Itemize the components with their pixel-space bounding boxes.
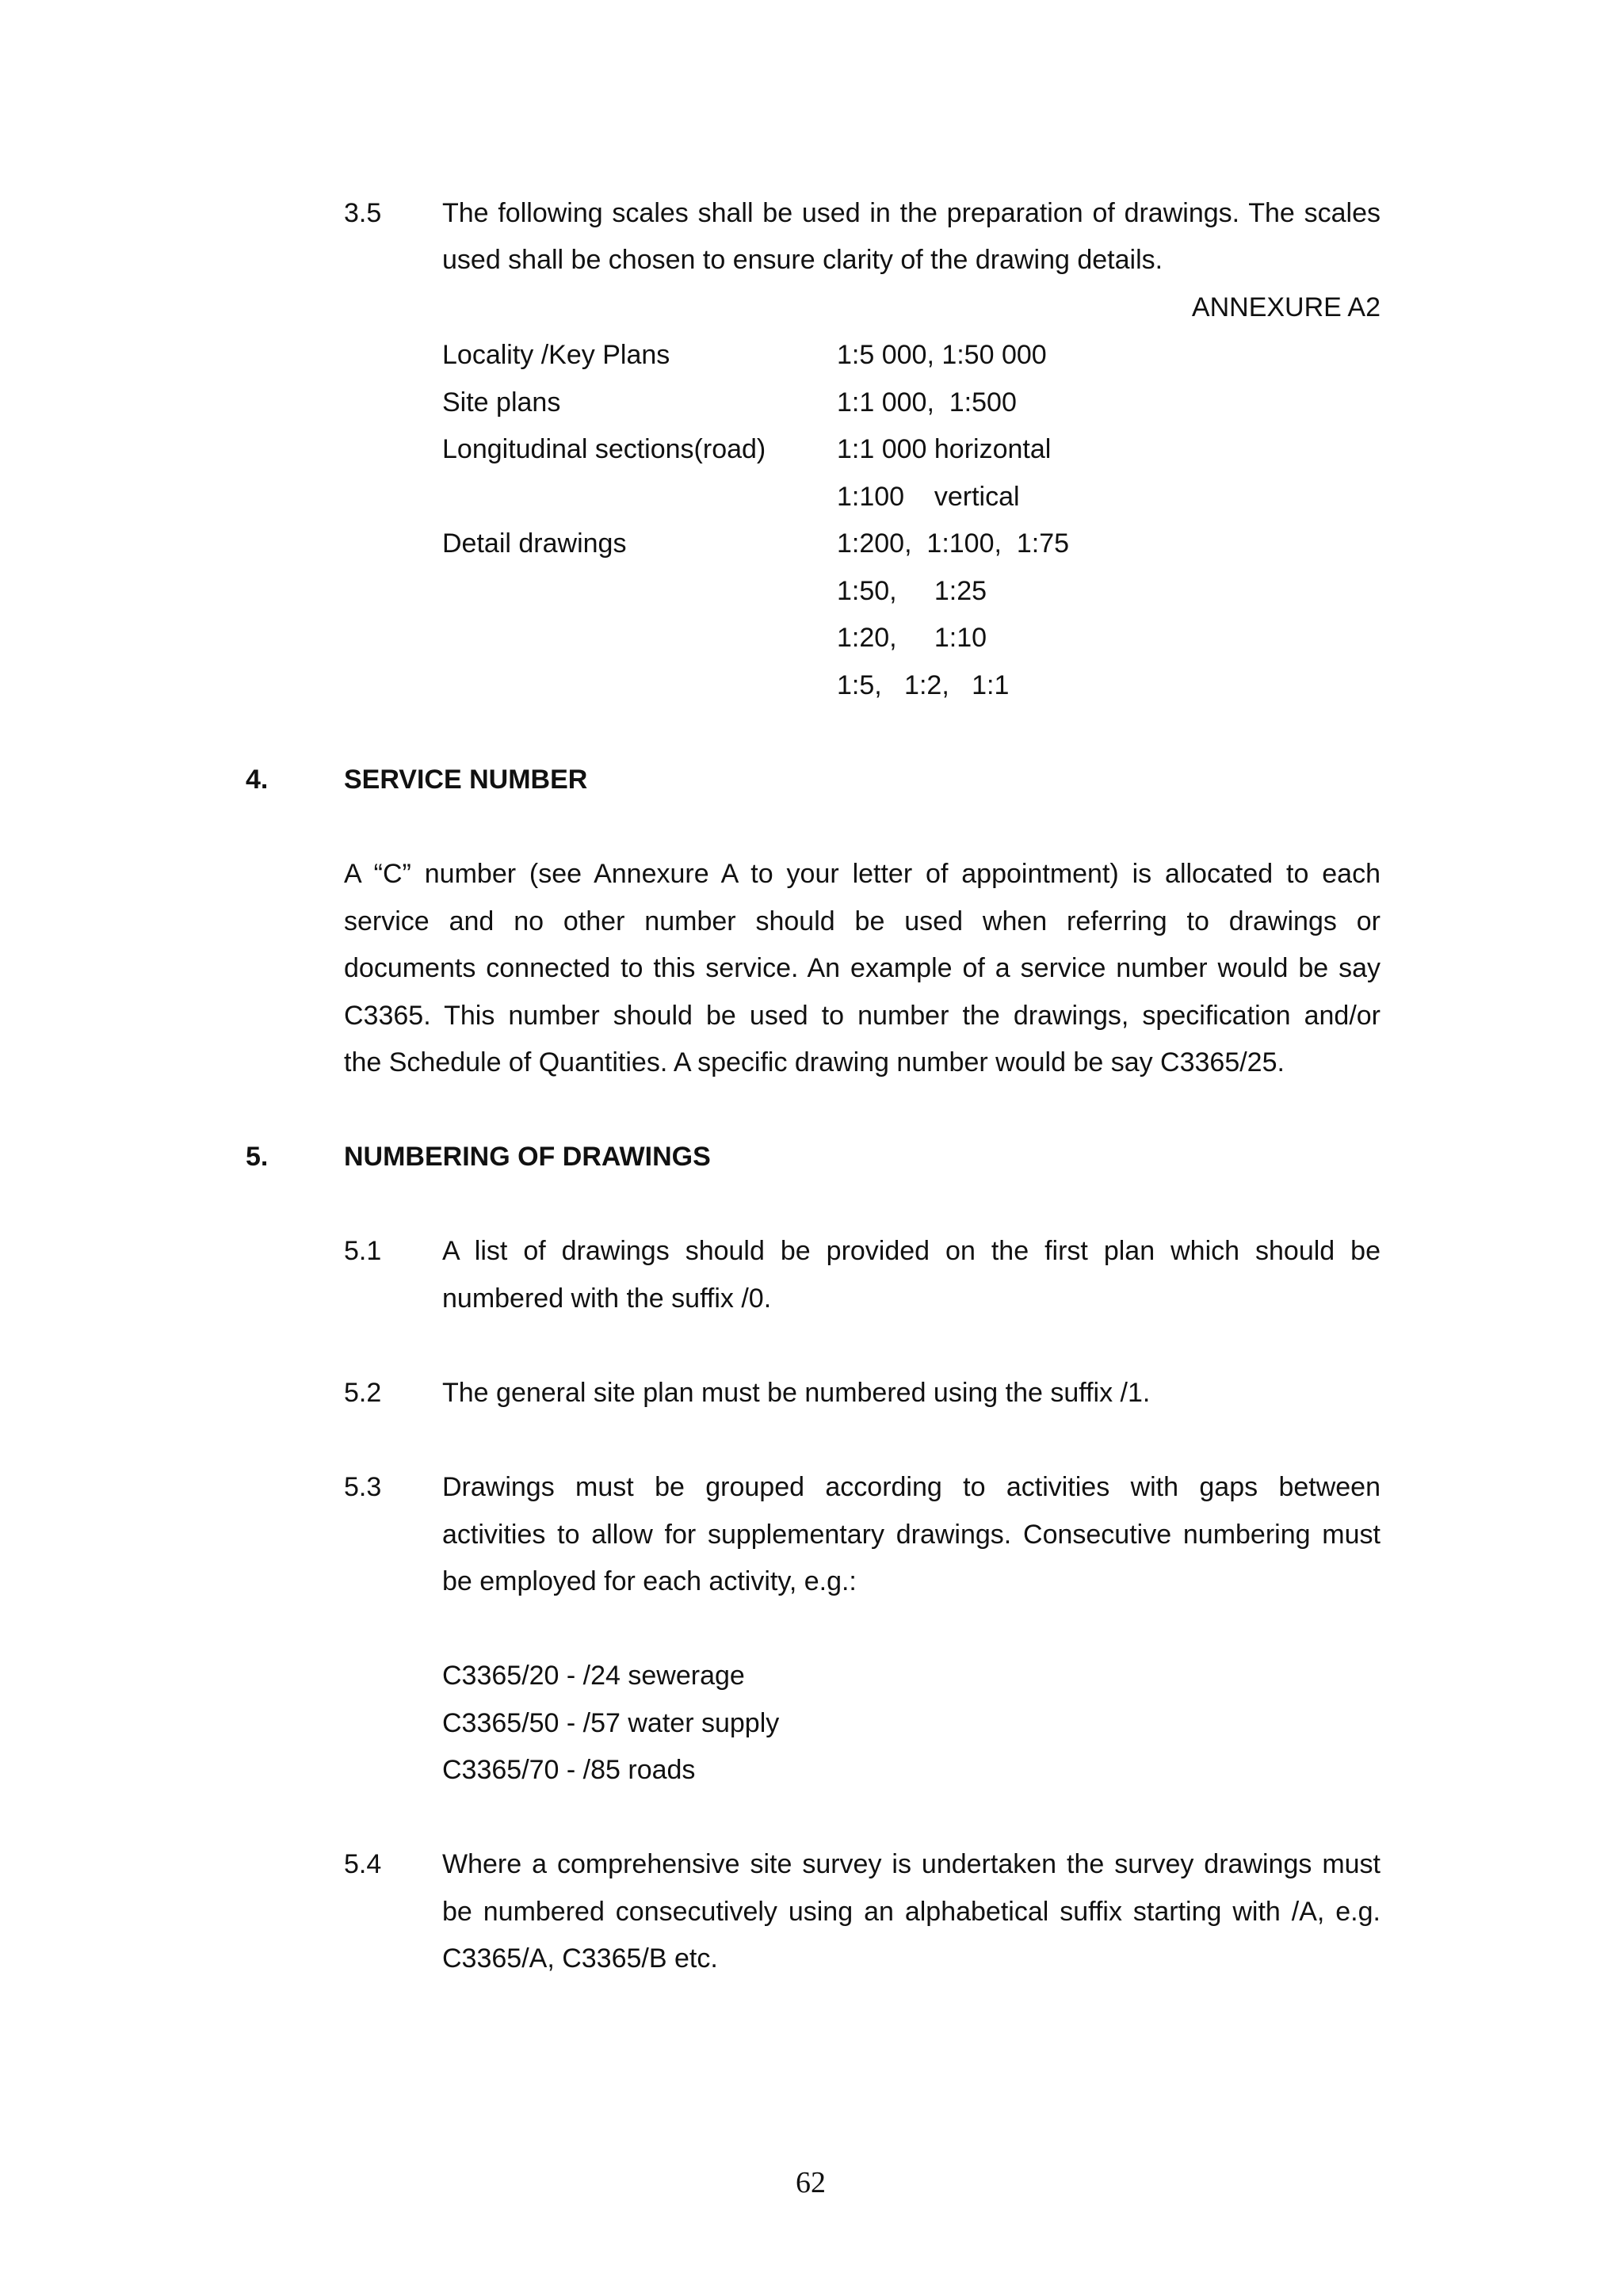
annexure-label: ANNEXURE A2 xyxy=(1191,292,1381,322)
scale-value-site-plans: 1:1 000, 1:500 xyxy=(837,387,1017,418)
section-5-number: 5. xyxy=(246,1142,269,1172)
item-5-1-number: 5.1 xyxy=(344,1236,382,1266)
section-4-number: 4. xyxy=(246,765,269,795)
scale-label-longitudinal: Longitudinal sections(road) xyxy=(442,434,766,464)
scale-value-detail-1: 1:200, 1:100, 1:75 xyxy=(837,528,1070,559)
section-4-line-1: A “C” number (see Annexure A to your letter of appointment) is allocated to each xyxy=(344,859,1381,889)
scale-value-longitudinal-1: 1:1 000 horizontal xyxy=(837,434,1052,464)
section-4-line-5: the Schedule of Quantities. A specific drawing number would be say C3365/25. xyxy=(344,1047,1285,1077)
item-5-1-line-2: numbered with the suffix /0. xyxy=(442,1283,772,1314)
section-4-line-3: documents connected to this service. An example of a service number would be say xyxy=(344,953,1381,983)
example-water-supply: C3365/50 - /57 water supply xyxy=(442,1708,780,1738)
scale-value-longitudinal-2: 1:100 vertical xyxy=(837,482,1020,512)
item-5-4-line-1: Where a comprehensive site survey is undertaken the survey drawings must xyxy=(442,1849,1381,1879)
item-5-2-number: 5.2 xyxy=(344,1378,382,1408)
item-5-4-line-3: C3365/A, C3365/B etc. xyxy=(442,1943,718,1974)
item-5-3-number: 5.3 xyxy=(344,1472,382,1502)
item-5-1-line-1: A list of drawings should be provided on the first plan which should be xyxy=(442,1236,1381,1266)
scale-label-site-plans: Site plans xyxy=(442,387,561,418)
example-sewerage: C3365/20 - /24 sewerage xyxy=(442,1661,745,1691)
scale-value-locality: 1:5 000, 1:50 000 xyxy=(837,340,1047,370)
scale-label-detail: Detail drawings xyxy=(442,528,627,559)
example-roads: C3365/70 - /85 roads xyxy=(442,1755,696,1785)
page-number: 62 xyxy=(796,2166,826,2199)
section-4-line-2: service and no other number should be used when referring to drawings or xyxy=(344,906,1381,936)
scale-value-detail-2: 1:50, 1:25 xyxy=(837,576,987,606)
item-5-3-line-1: Drawings must be grouped according to activities with gaps between xyxy=(442,1472,1381,1502)
item-5-2-line-1: The general site plan must be numbered using the suffix /1. xyxy=(442,1378,1151,1408)
item-5-3-line-3: be employed for each activity, e.g.: xyxy=(442,1566,857,1596)
item-5-3-line-2: activities to allow for supplementary drawings. Consecutive numbering must xyxy=(442,1520,1381,1550)
section-4-heading: SERVICE NUMBER xyxy=(344,765,588,795)
scale-value-detail-3: 1:20, 1:10 xyxy=(837,623,987,653)
section-3-5-number: 3.5 xyxy=(344,198,382,228)
item-5-4-number: 5.4 xyxy=(344,1849,382,1879)
section-3-5-line-1: The following scales shall be used in the preparation of drawings. The scales xyxy=(442,198,1381,228)
section-3-5-line-2: used shall be chosen to ensure clarity of the drawing details. xyxy=(442,245,1163,275)
section-5-heading: NUMBERING OF DRAWINGS xyxy=(344,1142,711,1172)
section-4-line-4: C3365. This number should be used to number the drawings, specification and/or xyxy=(344,1001,1381,1031)
scale-label-locality: Locality /Key Plans xyxy=(442,340,670,370)
scale-value-detail-4: 1:5, 1:2, 1:1 xyxy=(837,670,1010,700)
item-5-4-line-2: be numbered consecutively using an alphabetical suffix starting with /A, e.g. xyxy=(442,1897,1381,1927)
